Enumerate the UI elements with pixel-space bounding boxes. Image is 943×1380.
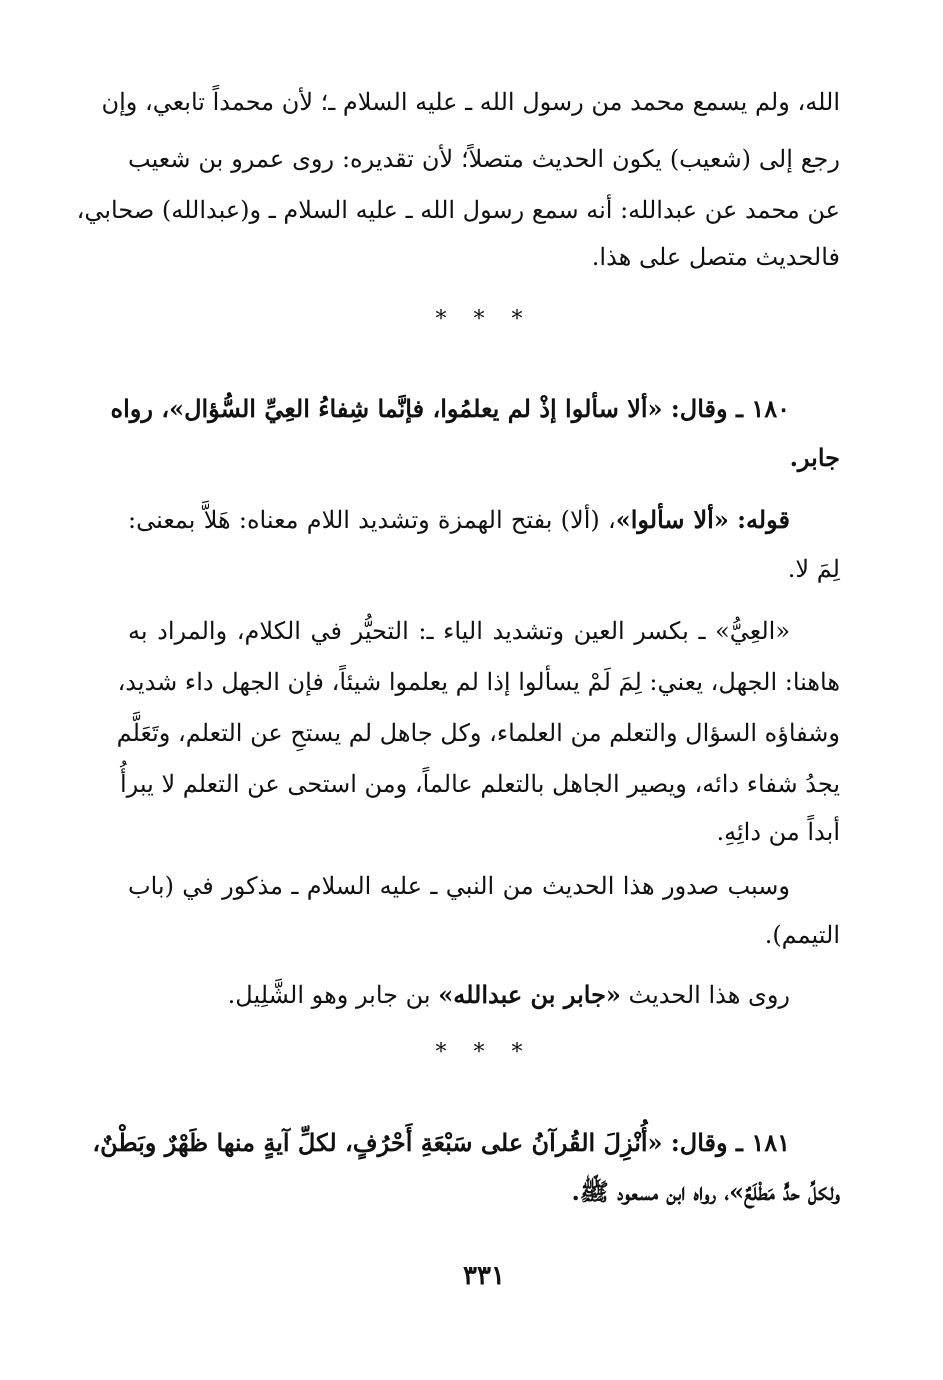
paragraph-line: أبداً من دائِهِ.	[716, 818, 840, 846]
commentary-line	[128, 500, 840, 540]
section-separator: * * *	[435, 307, 533, 332]
page-number: ٣٣١	[463, 1261, 505, 1291]
document-page	[76, 0, 840, 1380]
narration-text: بن جابر وهو الشَّلِيل.	[227, 981, 439, 1009]
hadith-180-line: جابر.	[789, 443, 840, 472]
paragraph-line	[128, 975, 840, 1015]
paragraph-line: الله، ولم يسمع محمد من رسول الله ـ عليه السلام ـ؛ لأن محمداً تابعي، وإن	[101, 88, 840, 116]
paragraph-line: وسبب صدور هذا الحديث من النبي ـ عليه السلام ـ مذكور في (باب	[128, 872, 790, 900]
commentary-label: قوله:	[737, 505, 790, 534]
paragraph-line: وشفاؤه السؤال والتعلم من العلماء، وكل جاهل لم يستحِ عن التعلم، وتَعَلَّم	[116, 719, 840, 747]
commentary-line: لِمَ لا.	[787, 555, 840, 583]
narration-text: روى هذا الحديث	[620, 981, 790, 1009]
narrator-name: «جابر بن عبدالله»	[438, 980, 621, 1009]
hadith-180-line: ١٨٠ ـ وقال: «ألا سألوا إذْ لم يعلمُوا، فإنَّما شِفاءُ العِيِّ السُّؤال»، رواه	[110, 394, 790, 423]
paragraph-line: فالحديث متصل على هذا.	[591, 243, 840, 271]
hadith-181-line: ولكلِّ حدٍّ مَطْلَعٌ»، رواه ابن مسعود ﷺ.	[571, 1177, 840, 1206]
paragraph-line: التيمم).	[764, 921, 840, 949]
commentary-term: «ألا سألوا»	[615, 505, 729, 534]
paragraph-line: رجع إلى (شعيب) يكون الحديث متصلاً؛ لأن تقديره: روى عمرو بن شعيب	[128, 145, 840, 173]
paragraph-line: يجدُ شفاء دائه، ويصير الجاهل بالتعلم عالماً، ومن استحى عن التعلم لا يبرأُ	[120, 770, 840, 798]
hadith-181-line: ١٨١ ـ وقال: «أُنْزِلَ القُرآنُ على سَبْعَةِ أَحْرُفٍ، لكلِّ آيةٍ منها ظَهْرٌ وبَطْنٌ،	[92, 1128, 790, 1157]
paragraph-line: «العِيُّ» ـ بكسر العين وتشديد الياء ـ: التحيُّر في الكلام، والمراد به	[128, 617, 790, 645]
commentary-text: ، (ألا) بفتح الهمزة وتشديد اللام معناه: هَلاَّ بمعنى:	[128, 506, 616, 534]
section-separator: * * *	[435, 1040, 533, 1065]
paragraph-line: هاهنا: الجهل، يعني: لِمَ لَمْ يسألوا إذا لم يعلموا شيئاً، فإن الجهل داء شديد،	[117, 668, 840, 696]
paragraph-line: عن محمد عن عبدالله: أنه سمع رسول الله ـ عليه السلام ـ و(عبدالله) صحابي،	[76, 196, 840, 224]
